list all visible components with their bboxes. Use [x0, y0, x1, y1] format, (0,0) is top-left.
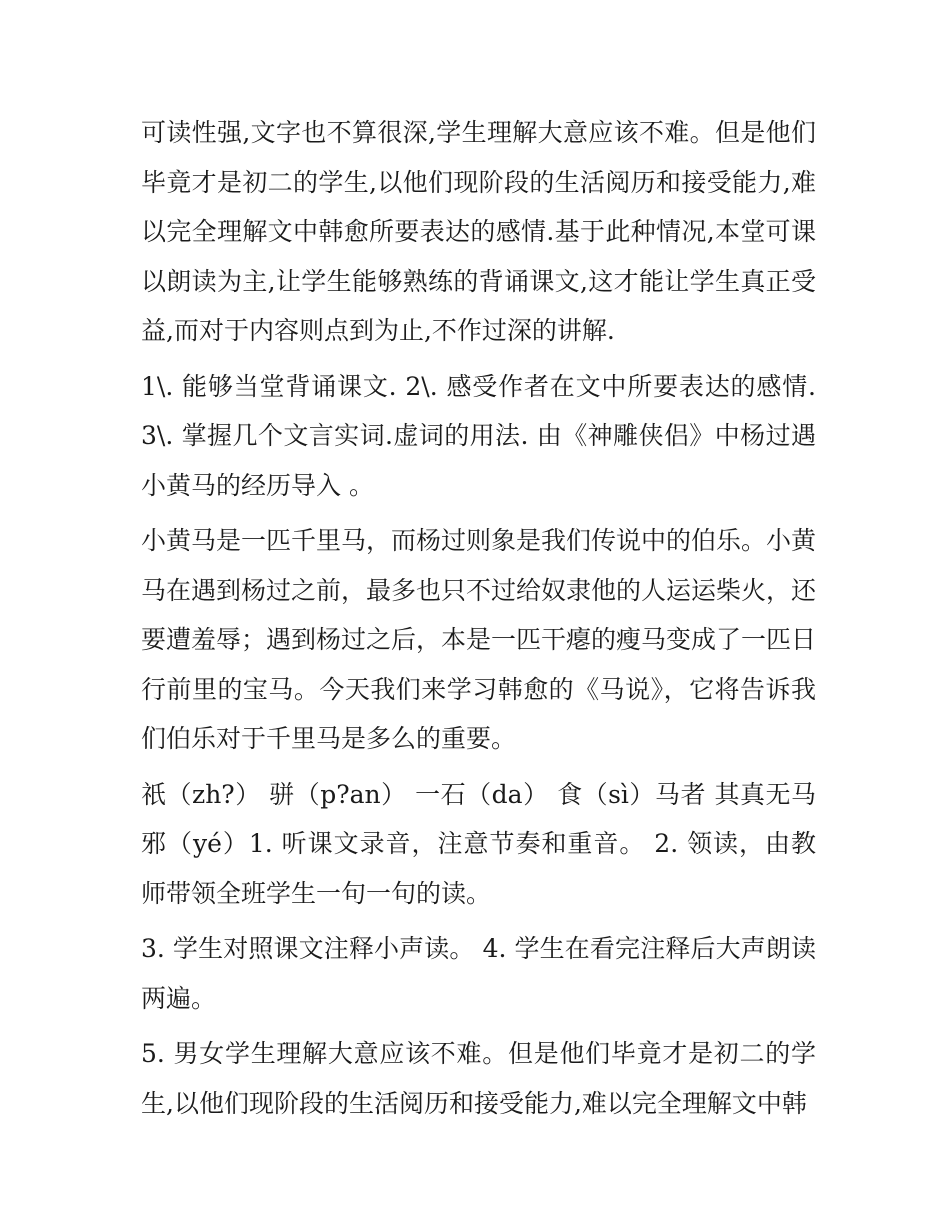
paragraph-lead-in: 小黄马是一匹千里马，而杨过则象是我们传说中的伯乐。小黄马在遇到杨过之前，最多也只不过给奴隶他的人运运柴火，还要遭羞辱；遇到杨过之后，本是一匹干瘪的瘦马变成了一匹日行前里的宝马。今天我们来学习韩愈的《马说》，它将告诉我们伯乐对于千里马是多么的重要。: [141, 526, 817, 753]
document-body: [141, 108, 816, 1134]
paragraph-intro: 可读性强,文字也不算很深,学生理解大意应该不难。但是他们毕竟才是初二的学生,以他们现阶段的生活阅历和接受能力,难以完全理解文中韩愈所要表达的感情.基于此种情况,本堂可课以朗读为主,让学生能够熟练的背诵课文,这才能让学生真正受益,而对于内容则点到为止,不作过深的讲解.: [141, 118, 816, 345]
paragraph-continuation: 5. 男女学生理解大意应该不难。但是他们毕竟才是初二的学生,以他们现阶段的生活阅历和接受能力,难以完全理解文中韩: [141, 1039, 816, 1118]
paragraph-pronunciation: 祇（zh?） 骈（p?an） 一石（da） 食（sì）马者 其真无马邪（yé）1. 听课文录音，注意节奏和重音。 2. 领读，由教师带领全班学生一句一句的读。: [141, 779, 816, 908]
paragraph-reading-steps: 3. 学生对照课文注释小声读。 4. 学生在看完注释后大声朗读两遍。: [141, 934, 816, 1013]
paragraph-objectives: 1\. 能够当堂背诵课文. 2\. 感受作者在文中所要表达的感情. 3\. 掌握几个文言实词.虚词的用法. 由《神雕侠侣》中杨过遇小黄马的经历导入 。: [141, 371, 816, 500]
